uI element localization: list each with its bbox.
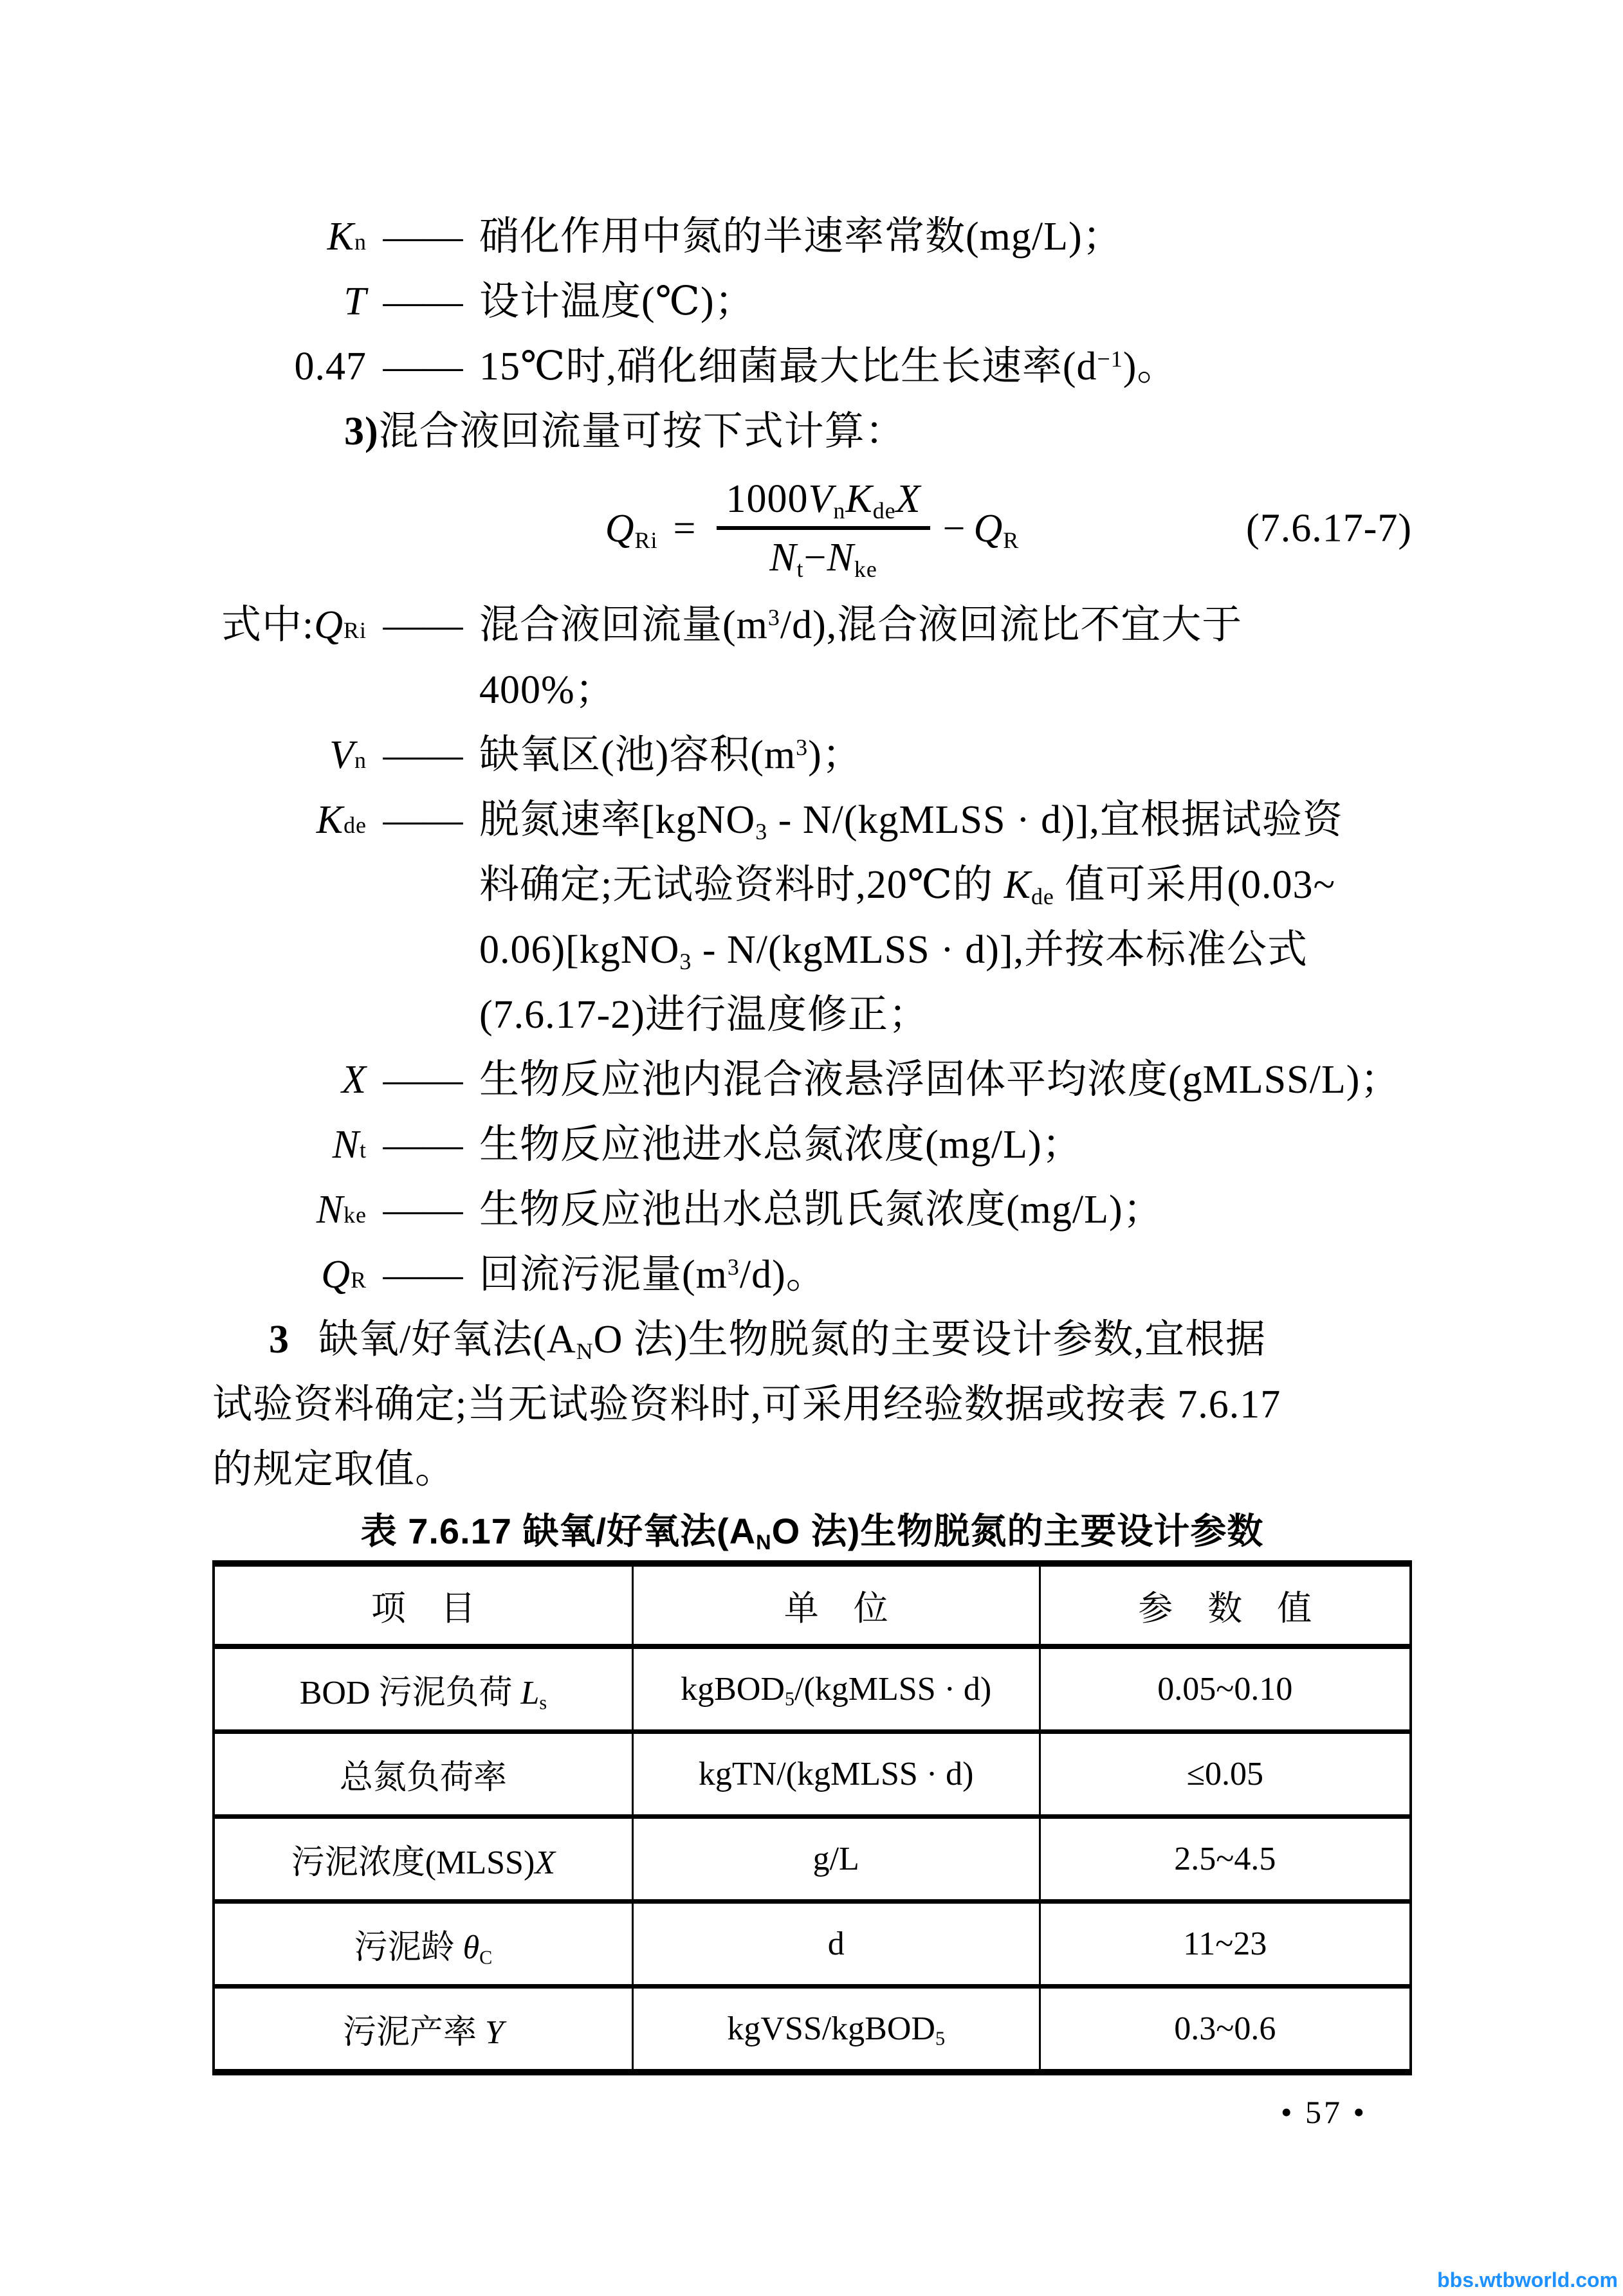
paragraph-3-line-2	[212, 1372, 1412, 1437]
row-unit: kgVSS/kgBOD$_5$	[632, 1987, 1040, 2073]
em-dash: ——	[383, 215, 463, 259]
definition-kde-text-4: (7.6.17-2)进行温度修正；	[479, 993, 929, 1037]
definition-t	[212, 269, 1412, 334]
definition-vn-text: 缺氧区(池)容积$(m^3)$；	[479, 733, 863, 777]
definition-kde-continuation-2	[212, 918, 1412, 983]
symbol-t: T	[344, 280, 367, 323]
row-value: 0.3~0.6	[1040, 1987, 1411, 2073]
row-unit: kgTN/(kgMLSS · d)	[632, 1732, 1040, 1817]
definition-x-text: 生物反应池内混合液悬浮固体平均浓度(gMLSS/L)；	[479, 1058, 1401, 1102]
equation-number: (7.6.17-7)	[1246, 506, 1412, 551]
definition-nke	[212, 1178, 1412, 1243]
row-name: 总氮负荷率	[214, 1732, 632, 1817]
definition-qri-continuation	[212, 658, 1412, 723]
definition-kde-text-2: 料确定;无试验资料时,20℃的 $K_{de}$ 值可采用(0.03~	[479, 863, 1336, 910]
table-row-bod-load	[214, 1646, 1411, 1732]
table-header-row	[214, 1563, 1411, 1646]
definition-kde-continuation-3	[212, 983, 1412, 1048]
row-name: 污泥龄 $\theta_C$	[214, 1902, 632, 1987]
table-row-sludge-yield	[214, 1987, 1411, 2073]
formula-lhs: $Q_{Ri}$	[605, 506, 658, 553]
table-header-item: 项 目	[214, 1563, 632, 1646]
watermark: bbs.wtbworld.com	[1437, 2268, 1618, 2291]
symbol-qr: Q R	[321, 1253, 367, 1297]
paragraph-3-line-1	[212, 1307, 1412, 1372]
definition-kn	[212, 205, 1412, 269]
definition-nt-text: 生物反应池进水总氮浓度(mg/L)；	[479, 1123, 1083, 1167]
row-unit: kgBOD$_5$/(kgMLSS · d)	[632, 1646, 1040, 1732]
definition-kde	[212, 788, 1412, 853]
table-row-mlss	[214, 1817, 1411, 1902]
definition-vn	[212, 723, 1412, 788]
table-7-6-17	[212, 1560, 1412, 2075]
symbol-x: X	[342, 1058, 367, 1102]
formula-7-6-17-7	[212, 464, 1412, 593]
em-dash: ——	[383, 280, 463, 323]
em-dash: ——	[383, 733, 463, 777]
minus-sign: −	[942, 506, 966, 551]
em-dash: ——	[383, 798, 463, 842]
paragraph-3-line-3	[212, 1437, 1412, 1502]
definition-x	[212, 1048, 1412, 1113]
table-header-value: 参 数 值	[1040, 1563, 1411, 1646]
table-row-tn-load	[214, 1732, 1411, 1817]
paragraph-3-text-2: 试验资料确定;当无试验资料时,可采用经验数据或按表 7.6.17	[212, 1383, 1281, 1426]
paragraph-3-text-3: 的规定取值。	[212, 1448, 456, 1491]
row-name: 污泥浓度(MLSS)X	[214, 1817, 632, 1902]
em-dash: ——	[383, 345, 463, 388]
row-value: 0.05~0.10	[1040, 1646, 1411, 1732]
definition-qr	[212, 1243, 1412, 1307]
definition-047-text: 15℃时,硝化细菌最大比生长速率$(d^{-1})$。	[479, 345, 1178, 388]
definition-kn-text: 硝化作用中氮的半速率常数(mg/L)；	[479, 215, 1123, 259]
fraction	[717, 477, 930, 581]
row-name: 污泥产率 Y	[214, 1987, 632, 2073]
em-dash: ——	[383, 1253, 463, 1297]
symbol-qri: 式中: Q Ri	[221, 603, 367, 647]
formula-rhs: $Q_R$	[973, 506, 1020, 553]
definition-qri-text-2: 400%；	[479, 668, 616, 712]
row-value: ≤0.05	[1040, 1732, 1411, 1817]
symbol-kn: K n	[327, 215, 367, 259]
em-dash: ——	[383, 1058, 463, 1102]
definition-nt	[212, 1113, 1412, 1178]
subitem-3-heading	[212, 399, 1412, 464]
em-dash: ——	[383, 603, 463, 647]
page-content	[212, 205, 1412, 2131]
definition-qr-text: 回流污泥量$(m^3/d)$。	[479, 1253, 827, 1297]
row-value: 2.5~4.5	[1040, 1817, 1411, 1902]
symbol-kde: K de	[316, 798, 367, 842]
subitem-3-heading-text: 3)混合液回流量可按下式计算：	[344, 410, 906, 453]
symbol-nke: N ke	[316, 1188, 367, 1232]
page-number: • 57 •	[1280, 2094, 1367, 2130]
equals-sign: =	[673, 506, 697, 551]
paragraph-3-text-1: 缺氧/好氧法($A_NO$ 法)生物脱氮的主要设计参数,宜根据	[318, 1318, 1267, 1365]
definition-kde-text-3: 0.06)[kgNO$_3$ - N/(kgMLSS · d)],并按本标准公式	[479, 928, 1308, 975]
em-dash: ——	[383, 1123, 463, 1167]
row-name: BOD 污泥负荷 $L_s$	[214, 1646, 632, 1732]
definition-047	[212, 334, 1412, 399]
definition-qri-text: 混合液回流量$(m^3/d)$,混合液回流比不宜大于	[479, 603, 1243, 647]
fraction-denominator: $N_t-N_{ke}$	[769, 536, 877, 583]
table-row-sludge-age	[214, 1902, 1411, 1987]
em-dash: ——	[383, 1188, 463, 1232]
paragraph-3-number: 3	[269, 1318, 289, 1362]
definition-nke-text: 生物反应池出水总凯氏氮浓度(mg/L)；	[479, 1188, 1164, 1232]
symbol-vn: V n	[329, 733, 367, 777]
definition-kde-continuation-1	[212, 853, 1412, 918]
definition-kde-text: 脱氮速率[kgNO$_3$ - N/(kgMLSS · d)],宜根据试验资	[479, 798, 1343, 845]
row-unit: d	[632, 1902, 1040, 1987]
row-unit: g/L	[632, 1817, 1040, 1902]
fraction-numerator: $1000V_nK_{de}X$	[717, 477, 930, 530]
symbol-nt: N t	[332, 1123, 367, 1167]
definition-qri	[212, 593, 1412, 658]
symbol-047: 0.47	[294, 345, 367, 388]
table-7-6-17-title: 表 7.6.17 缺氧/好氧法($A_NO$ 法)生物脱氮的主要设计参数	[360, 1511, 1264, 1554]
table-header-unit: 单 位	[632, 1563, 1040, 1646]
row-value: 11~23	[1040, 1902, 1411, 1987]
definition-t-text: 设计温度(℃)；	[479, 280, 755, 323]
